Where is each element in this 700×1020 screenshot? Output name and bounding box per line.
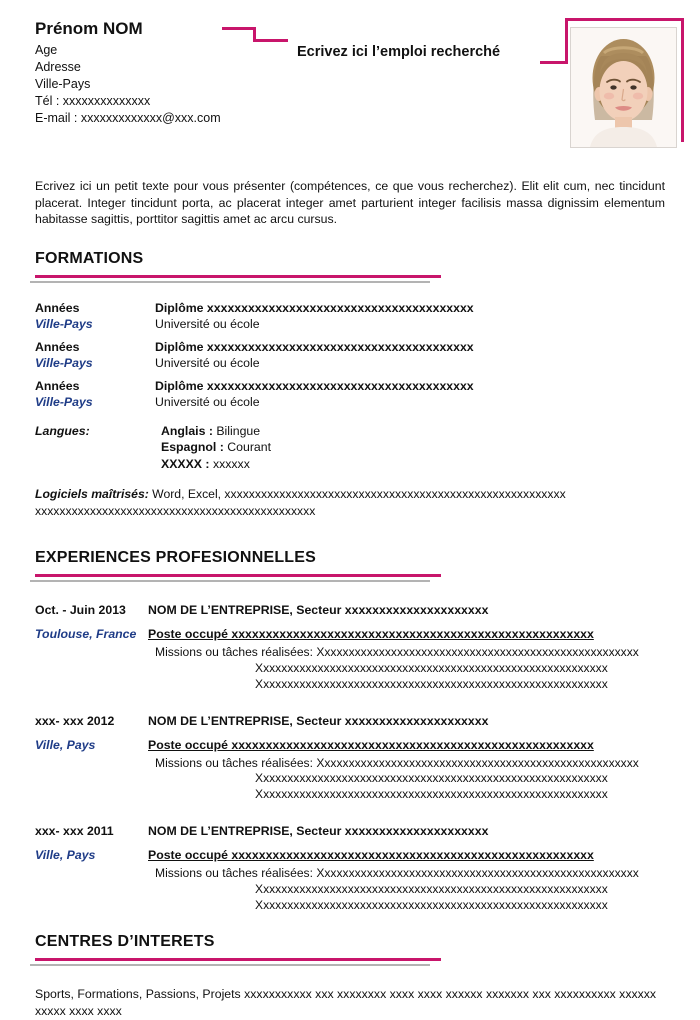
entry-detail <box>148 300 665 332</box>
language-name: XXXXX : <box>161 456 210 471</box>
entry-period: Années <box>35 378 80 393</box>
mission-line: Xxxxxxxxxxxxxxxxxxxxxxxxxxxxxxxxxxxxxxxxxxxxxxxxxxxxxxxxxx <box>255 771 608 786</box>
intro-paragraph: Ecrivez ici un petit texte pour vous présenter (compétences, ce que vous recherchez). Elit elit cum, nec tincidunt placerat. Integer tincidunt porta, ac placerat integer amet parturient integer facilisis massa dignissim elementum habitasse sagittis, porttitor sagittis amet ac arcu cursus. <box>35 179 665 227</box>
language-item <box>161 439 665 456</box>
section-title-interests: CENTRES D’INTERETS <box>35 933 215 951</box>
language-level: Courant <box>223 440 272 455</box>
xp-sub-row <box>35 847 665 863</box>
portrait-photo <box>570 27 677 148</box>
languages-label: Langues: <box>35 423 90 438</box>
title-underline-shadow <box>30 281 430 283</box>
entry-dates-place <box>35 339 148 371</box>
xp-company: NOM DE L’ENTREPRISE, Secteur xxxxxxxxxxxxxxxxxxxxx <box>148 603 489 618</box>
xp-missions <box>148 866 665 913</box>
xp-place: Ville, Pays <box>35 737 96 752</box>
entry-dates-place <box>35 378 148 410</box>
section-rule <box>35 958 700 968</box>
experience-entry <box>35 713 665 803</box>
language-item <box>161 423 665 440</box>
age-line: Age <box>35 43 58 57</box>
entry-period: Années <box>35 300 80 315</box>
formation-entry <box>35 300 665 332</box>
title-underline-accent <box>35 958 441 961</box>
xp-period: xxx- xxx 2012 <box>35 713 115 728</box>
entry-place: Ville-Pays <box>35 355 93 370</box>
xp-period: Oct. - Juin 2013 <box>35 603 126 618</box>
interests-text: Sports, Formations, Passions, Projets xxxxxxxxxxx xxx xxxxxxxx xxxx xxxx xxxxxx xxxxxxx xxx xxxxxxxxxx xxxxxx xxxxx xxxx xxxx <box>35 987 657 1019</box>
mission-line: Missions ou tâches réalisées: Xxxxxxxxxxxxxxxxxxxxxxxxxxxxxxxxxxxxxxxxxxxxxxxxxxxxx <box>155 866 639 881</box>
mission-line: Missions ou tâches réalisées: Xxxxxxxxxxxxxxxxxxxxxxxxxxxxxxxxxxxxxxxxxxxxxxxxxxxxx <box>155 645 639 660</box>
xp-position: Poste occupé xxxxxxxxxxxxxxxxxxxxxxxxxxxxxxxxxxxxxxxxxxxxxxxxxxxxx <box>148 737 594 752</box>
software-line2: xxxxxxxxxxxxxxxxxxxxxxxxxxxxxxxxxxxxxxxxxxxxxx <box>35 503 316 518</box>
job-title: Ecrivez ici l’emploi recherché <box>297 44 501 60</box>
title-underline-shadow <box>30 964 430 966</box>
title-underline-accent <box>35 574 441 577</box>
step-line-bottom <box>253 39 288 42</box>
section-formations <box>0 250 700 520</box>
xp-place: Ville, Pays <box>35 848 96 863</box>
photo-frame-line-top <box>565 18 684 21</box>
mission-line: Xxxxxxxxxxxxxxxxxxxxxxxxxxxxxxxxxxxxxxxxxxxxxxxxxxxxxxxxxx <box>255 661 608 676</box>
section-rule <box>35 574 700 584</box>
entry-diploma: Diplôme xxxxxxxxxxxxxxxxxxxxxxxxxxxxxxxxxxxxxxx <box>155 339 474 354</box>
portrait-illustration <box>571 28 676 147</box>
section-rule <box>35 275 700 285</box>
xp-sub-row <box>35 737 665 753</box>
entry-school: Université ou école <box>155 394 260 409</box>
xp-head-row <box>35 602 665 618</box>
mission-line: Missions ou tâches réalisées: Xxxxxxxxxxxxxxxxxxxxxxxxxxxxxxxxxxxxxxxxxxxxxxxxxxxxx <box>155 755 639 770</box>
xp-sub-row <box>35 626 665 642</box>
entry-school: Université ou école <box>155 316 260 331</box>
title-underline-accent <box>35 275 441 278</box>
xp-missions <box>148 645 665 692</box>
language-level: Bilingue <box>212 423 261 438</box>
section-interests <box>0 933 700 1019</box>
xp-company: NOM DE L’ENTREPRISE, Secteur xxxxxxxxxxxxxxxxxxxxx <box>148 824 489 839</box>
full-name: Prénom NOM <box>35 19 143 38</box>
mission-line: Xxxxxxxxxxxxxxxxxxxxxxxxxxxxxxxxxxxxxxxxxxxxxxxxxxxxxxxxxx <box>255 676 608 691</box>
mission-line: Xxxxxxxxxxxxxxxxxxxxxxxxxxxxxxxxxxxxxxxxxxxxxxxxxxxxxxxxxx <box>255 881 608 896</box>
language-name: Anglais : <box>161 423 213 438</box>
mission-line: Xxxxxxxxxxxxxxxxxxxxxxxxxxxxxxxxxxxxxxxxxxxxxxxxxxxxxxxxxx <box>255 787 608 802</box>
phone-line: Tél : xxxxxxxxxxxxxx <box>35 94 151 108</box>
formations-list <box>0 300 700 410</box>
software-text: Word, Excel, xxxxxxxxxxxxxxxxxxxxxxxxxxxxxxxxxxxxxxxxxxxxxxxxxxxxxxxx <box>148 487 566 502</box>
entry-place: Ville-Pays <box>35 316 93 331</box>
entry-diploma: Diplôme xxxxxxxxxxxxxxxxxxxxxxxxxxxxxxxxxxxxxxx <box>155 300 474 315</box>
languages-row <box>35 423 665 473</box>
xp-company: NOM DE L’ENTREPRISE, Secteur xxxxxxxxxxxxxxxxxxxxx <box>148 713 489 728</box>
xp-place: Toulouse, France <box>35 627 137 642</box>
xp-missions <box>148 756 665 803</box>
title-underline-shadow <box>30 580 430 582</box>
experiences-list <box>0 602 700 913</box>
address-line: Adresse <box>35 60 81 74</box>
software-paragraph <box>35 486 665 519</box>
photo-connector-vertical <box>565 18 568 64</box>
name-block <box>35 18 221 127</box>
formation-entry <box>35 378 665 410</box>
software-label: Logiciels maîtrisés: <box>35 487 149 502</box>
mission-line: Xxxxxxxxxxxxxxxxxxxxxxxxxxxxxxxxxxxxxxxxxxxxxxxxxxxxxxxxxx <box>255 897 608 912</box>
photo-connector-horizontal <box>540 61 568 64</box>
entry-place: Ville-Pays <box>35 394 93 409</box>
entry-diploma: Diplôme xxxxxxxxxxxxxxxxxxxxxxxxxxxxxxxxxxxxxxx <box>155 378 474 393</box>
photo-frame-line-right <box>681 18 684 142</box>
entry-period: Années <box>35 339 80 354</box>
xp-head-row <box>35 713 665 729</box>
software-line1 <box>35 486 665 503</box>
language-name: Espagnol : <box>161 440 224 455</box>
section-title-experiences: EXPERIENCES PROFESIONNELLES <box>35 549 317 567</box>
experience-entry <box>35 602 665 692</box>
experience-entry <box>35 823 665 913</box>
entry-school: Université ou école <box>155 355 260 370</box>
entry-detail <box>148 378 665 410</box>
email-line: E-mail : xxxxxxxxxxxxx@xxx.com <box>35 111 221 125</box>
step-line-top <box>222 27 256 30</box>
language-level: xxxxxx <box>209 456 250 471</box>
xp-period: xxx- xxx 2011 <box>35 824 114 839</box>
language-item <box>161 456 665 473</box>
formation-entry <box>35 339 665 371</box>
entry-detail <box>148 339 665 371</box>
section-experiences <box>0 549 700 913</box>
header <box>0 0 700 152</box>
xp-head-row <box>35 823 665 839</box>
xp-position: Poste occupé xxxxxxxxxxxxxxxxxxxxxxxxxxxxxxxxxxxxxxxxxxxxxxxxxxxxx <box>148 627 594 642</box>
entry-dates-place <box>35 300 148 332</box>
city-line: Ville-Pays <box>35 77 91 91</box>
languages-list <box>148 423 665 473</box>
section-title-formations: FORMATIONS <box>35 249 144 267</box>
xp-position: Poste occupé xxxxxxxxxxxxxxxxxxxxxxxxxxxxxxxxxxxxxxxxxxxxxxxxxxxxx <box>148 848 594 863</box>
